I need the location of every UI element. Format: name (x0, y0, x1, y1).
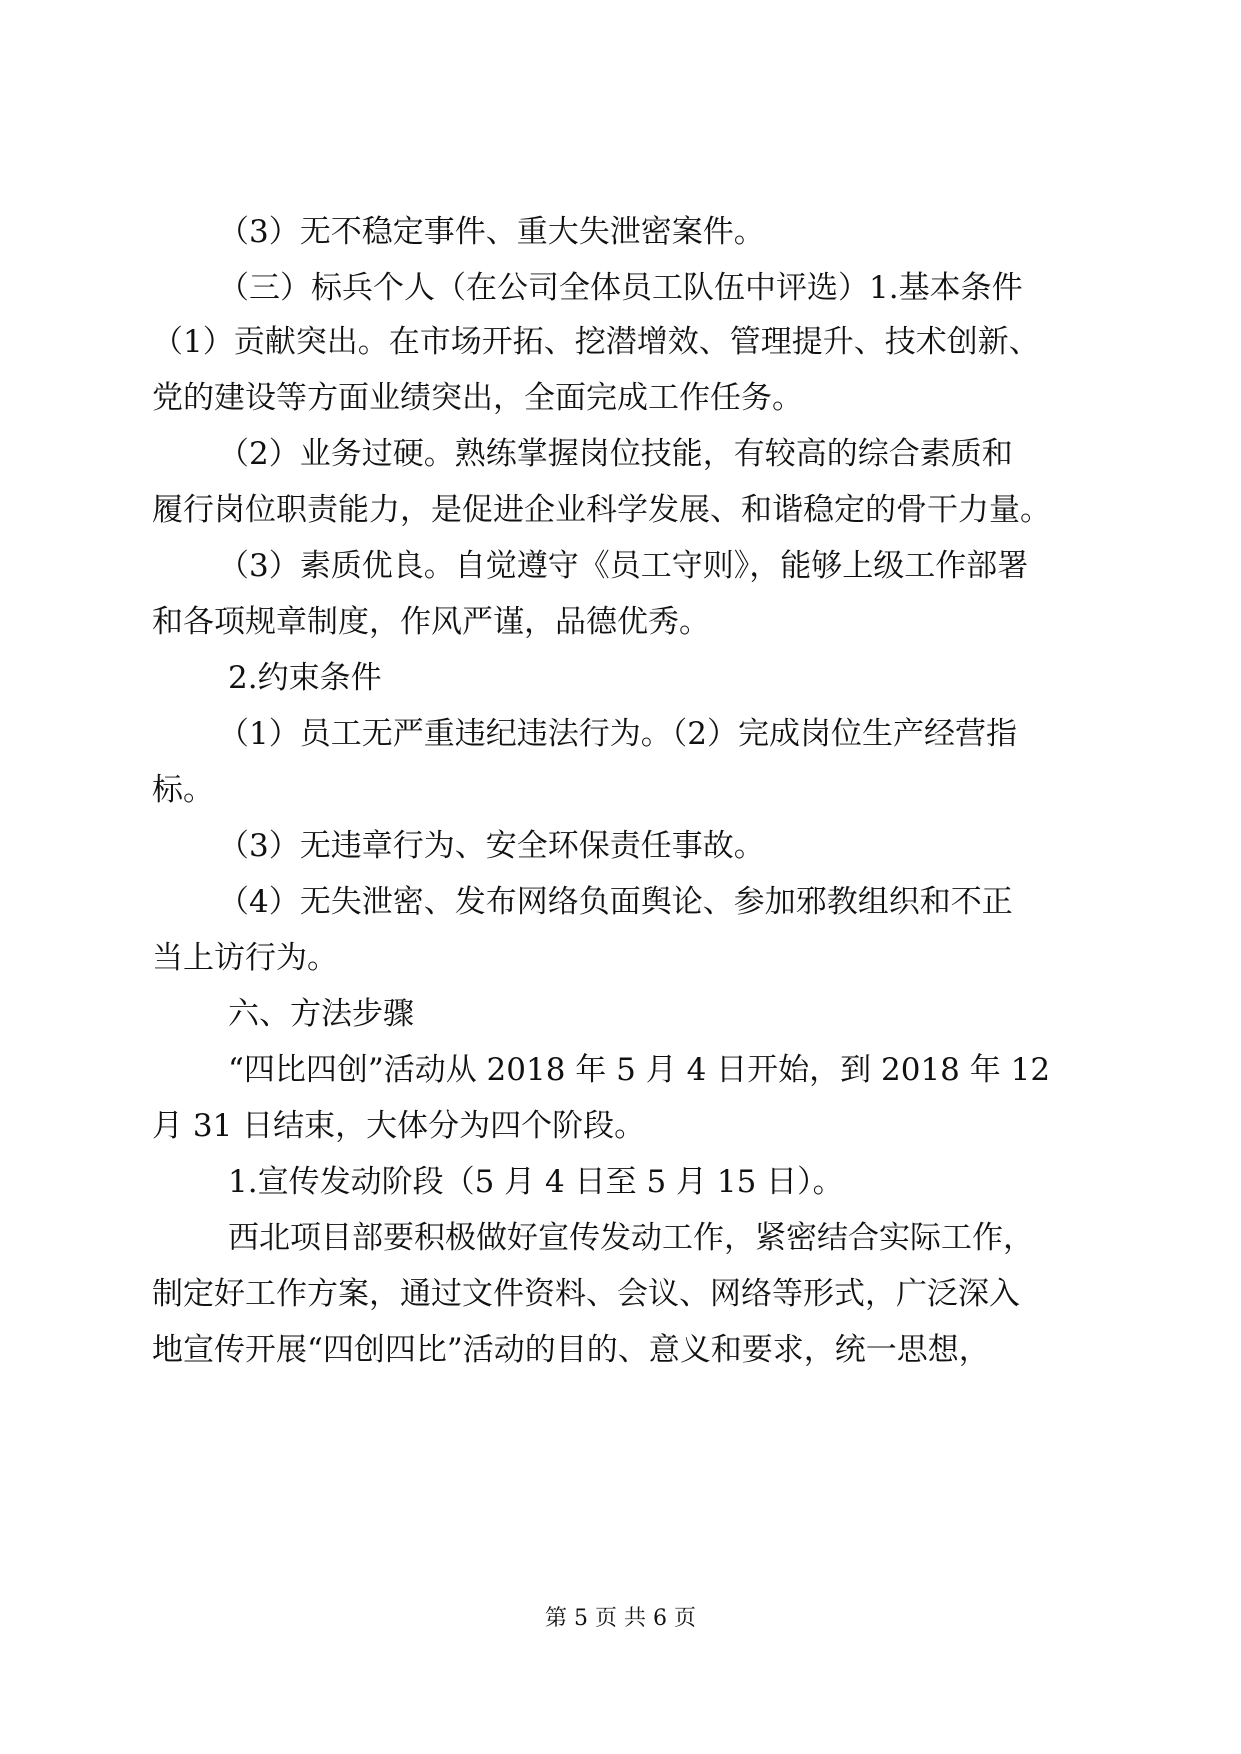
paragraph-line: 地宣传开展“四创四比”活动的目的、意义和要求，统一思想， (152, 1332, 990, 1368)
paragraph-line: 西北项目部要积极做好宣传发动工作，紧密结合实际工作， (228, 1220, 1034, 1256)
paragraph-line: （1）员工无严重违纪违法行为。（2）完成岗位生产经营指 (218, 716, 1017, 752)
paragraph-line: （3）素质优良。自觉遵守《员工守则》，能够上级工作部署 (218, 548, 1029, 584)
paragraph-line: （3）无违章行为、安全环保责任事故。 (218, 828, 765, 864)
paragraph-line: （三）标兵个人（在公司全体员工队伍中评选）1.基本条件 (218, 270, 1023, 306)
paragraph-line: 履行岗位职责能力，是促进企业科学发展、和谐稳定的骨干力量。 (152, 492, 1051, 528)
section-heading: 六、方法步骤 (228, 996, 414, 1032)
section-heading: 2.约束条件 (228, 660, 382, 696)
paragraph-line: （3）无不稳定事件、重大失泄密案件。 (218, 214, 765, 250)
page-number-footer: 第 5 页 共 6 页 (545, 1606, 696, 1631)
paragraph-line: （4）无失泄密、发布网络负面舆论、参加邪教组织和不正 (218, 884, 1013, 920)
paragraph-line: 标。 (152, 772, 214, 808)
paragraph-line: （2）业务过硬。熟练掌握岗位技能，有较高的综合素质和 (218, 436, 1013, 472)
paragraph-line: 月 31 日结束，大体分为四个阶段。 (152, 1108, 646, 1144)
paragraph-line: 制定好工作方案，通过文件资料、会议、网络等形式，广泛深入 (152, 1276, 1020, 1312)
paragraph-line: 当上访行为。 (152, 940, 338, 976)
paragraph-line: 1.宣传发动阶段（5 月 4 日至 5 月 15 日）。 (228, 1164, 844, 1200)
paragraph-line: 和各项规章制度，作风严谨，品德优秀。 (152, 604, 710, 640)
paragraph-line: 党的建设等方面业绩突出，全面完成工作任务。 (152, 380, 803, 416)
paragraph-line: “四比四创”活动从 2018 年 5 月 4 日开始，到 2018 年 12 (228, 1052, 1051, 1088)
paragraph-line: （1）贡献突出。在市场开拓、挖潜增效、管理提升、技术创新、 (152, 324, 1040, 360)
